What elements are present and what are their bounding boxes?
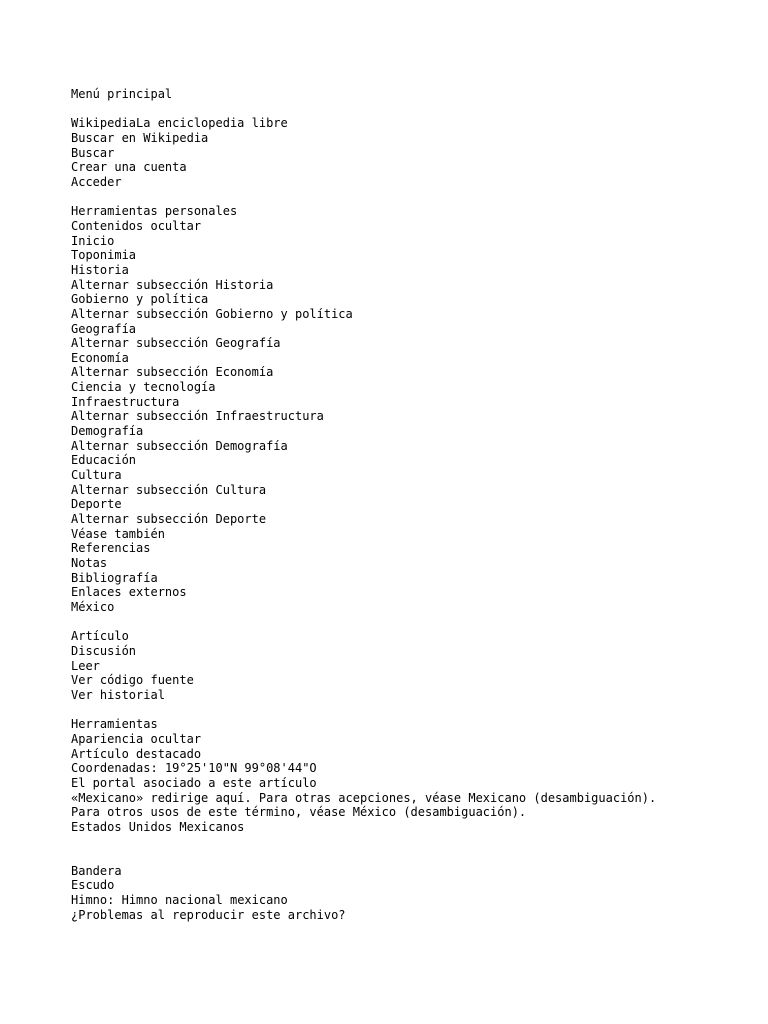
anthem-label: Himno: xyxy=(71,893,115,908)
search-button[interactable]: Buscar xyxy=(71,145,115,160)
toc-item[interactable]: Ciencia y tecnología xyxy=(71,380,216,395)
toc-item[interactable]: Notas xyxy=(71,556,108,570)
tab-read[interactable]: Leer xyxy=(71,658,100,673)
toc-item[interactable]: Alternar subsección Gobierno y política xyxy=(71,306,353,321)
login-link[interactable]: Acceder xyxy=(71,174,122,189)
main-menu-button[interactable]: Menú principal xyxy=(71,87,173,101)
appearance-hide-button[interactable]: ocultar xyxy=(150,731,202,746)
featured-article-badge[interactable]: Artículo destacado xyxy=(71,746,202,761)
toc-item[interactable]: Bibliografía xyxy=(71,570,158,585)
page-title: México xyxy=(71,599,115,614)
toc-item[interactable]: Alternar subsección Infraestructura xyxy=(71,409,324,424)
toc-item[interactable]: Demografía xyxy=(71,424,144,439)
redirect-hatnote: «Mexicano» redirige aquí. Para otras acepciones, véase Mexicano (desambiguación). xyxy=(71,790,657,805)
coat-of-arms-image-link[interactable]: Escudo xyxy=(71,878,115,893)
toc-item[interactable]: Alternar subsección Historia xyxy=(71,277,274,292)
toc-hide-button[interactable]: ocultar xyxy=(150,218,202,233)
personal-tools-menu[interactable]: Herramientas personales xyxy=(71,204,238,219)
site-logo[interactable] xyxy=(71,116,760,131)
search-input[interactable]: Buscar en Wikipedia xyxy=(71,130,209,145)
appearance-label: Apariencia xyxy=(71,731,144,746)
toc-item[interactable]: Véase también xyxy=(71,526,165,541)
tab-discussion[interactable]: Discusión xyxy=(71,643,137,658)
toc-item[interactable]: Economía xyxy=(71,350,129,365)
appearance-header xyxy=(71,732,760,747)
toc-item[interactable]: Alternar subsección Economía xyxy=(71,365,274,380)
spacer xyxy=(71,615,760,630)
toc-item[interactable]: Alternar subsección Deporte xyxy=(71,512,267,527)
toc-item[interactable]: Alternar subsección Geografía xyxy=(71,336,281,351)
toc-item[interactable]: Alternar subsección Cultura xyxy=(71,482,267,497)
audio-help-link[interactable]: ¿Problemas al reproducir este archivo? xyxy=(71,907,346,922)
infobox-country-name: Estados Unidos Mexicanos xyxy=(71,819,245,834)
spacer xyxy=(71,190,760,205)
toc-list xyxy=(71,234,760,600)
tools-menu[interactable]: Herramientas xyxy=(71,717,158,732)
tab-view-history[interactable]: Ver historial xyxy=(71,687,165,702)
toc-item[interactable]: Alternar subsección Demografía xyxy=(71,438,288,453)
toc-item[interactable]: Referencias xyxy=(71,541,151,556)
tab-article[interactable]: Artículo xyxy=(71,629,129,644)
toc-item[interactable]: Enlaces externos xyxy=(71,585,187,600)
coordinates-label: Coordenadas: xyxy=(71,761,158,776)
toc-heading: Contenidos xyxy=(71,218,144,233)
tab-view-source[interactable]: Ver código fuente xyxy=(71,673,194,688)
toc-item[interactable]: Cultura xyxy=(71,468,122,483)
toc-item[interactable]: Deporte xyxy=(71,497,122,512)
spacer xyxy=(71,834,760,863)
logo-tagline: La enciclopedia libre xyxy=(136,116,288,131)
toc-header xyxy=(71,219,760,234)
toc-item[interactable]: Geografía xyxy=(71,321,137,336)
toc-item[interactable]: Gobierno y política xyxy=(71,292,209,307)
anthem-row xyxy=(71,893,760,908)
toc-item[interactable]: Inicio xyxy=(71,233,115,248)
page-content xyxy=(71,87,760,922)
toc-item[interactable]: Educación xyxy=(71,453,137,468)
toc-item[interactable]: Historia xyxy=(71,262,129,277)
toc-item[interactable]: Toponimia xyxy=(71,248,137,263)
coordinates xyxy=(71,761,760,776)
spacer xyxy=(71,703,760,718)
portal-note[interactable]: El portal asociado a este artículo xyxy=(71,775,317,790)
flag-image-link[interactable]: Bandera xyxy=(71,863,122,878)
spacer xyxy=(71,102,760,117)
toc-item[interactable]: Infraestructura xyxy=(71,394,180,409)
anthem-link[interactable]: Himno nacional mexicano xyxy=(121,893,288,908)
other-uses-hatnote: Para otros usos de este término, véase México (desambiguación). xyxy=(71,805,527,820)
coordinates-link[interactable]: 19°25'10"N 99°08'44"O xyxy=(164,761,317,776)
create-account-link[interactable]: Crear una cuenta xyxy=(71,160,187,175)
logo-wordmark: Wikipedia xyxy=(71,116,137,131)
